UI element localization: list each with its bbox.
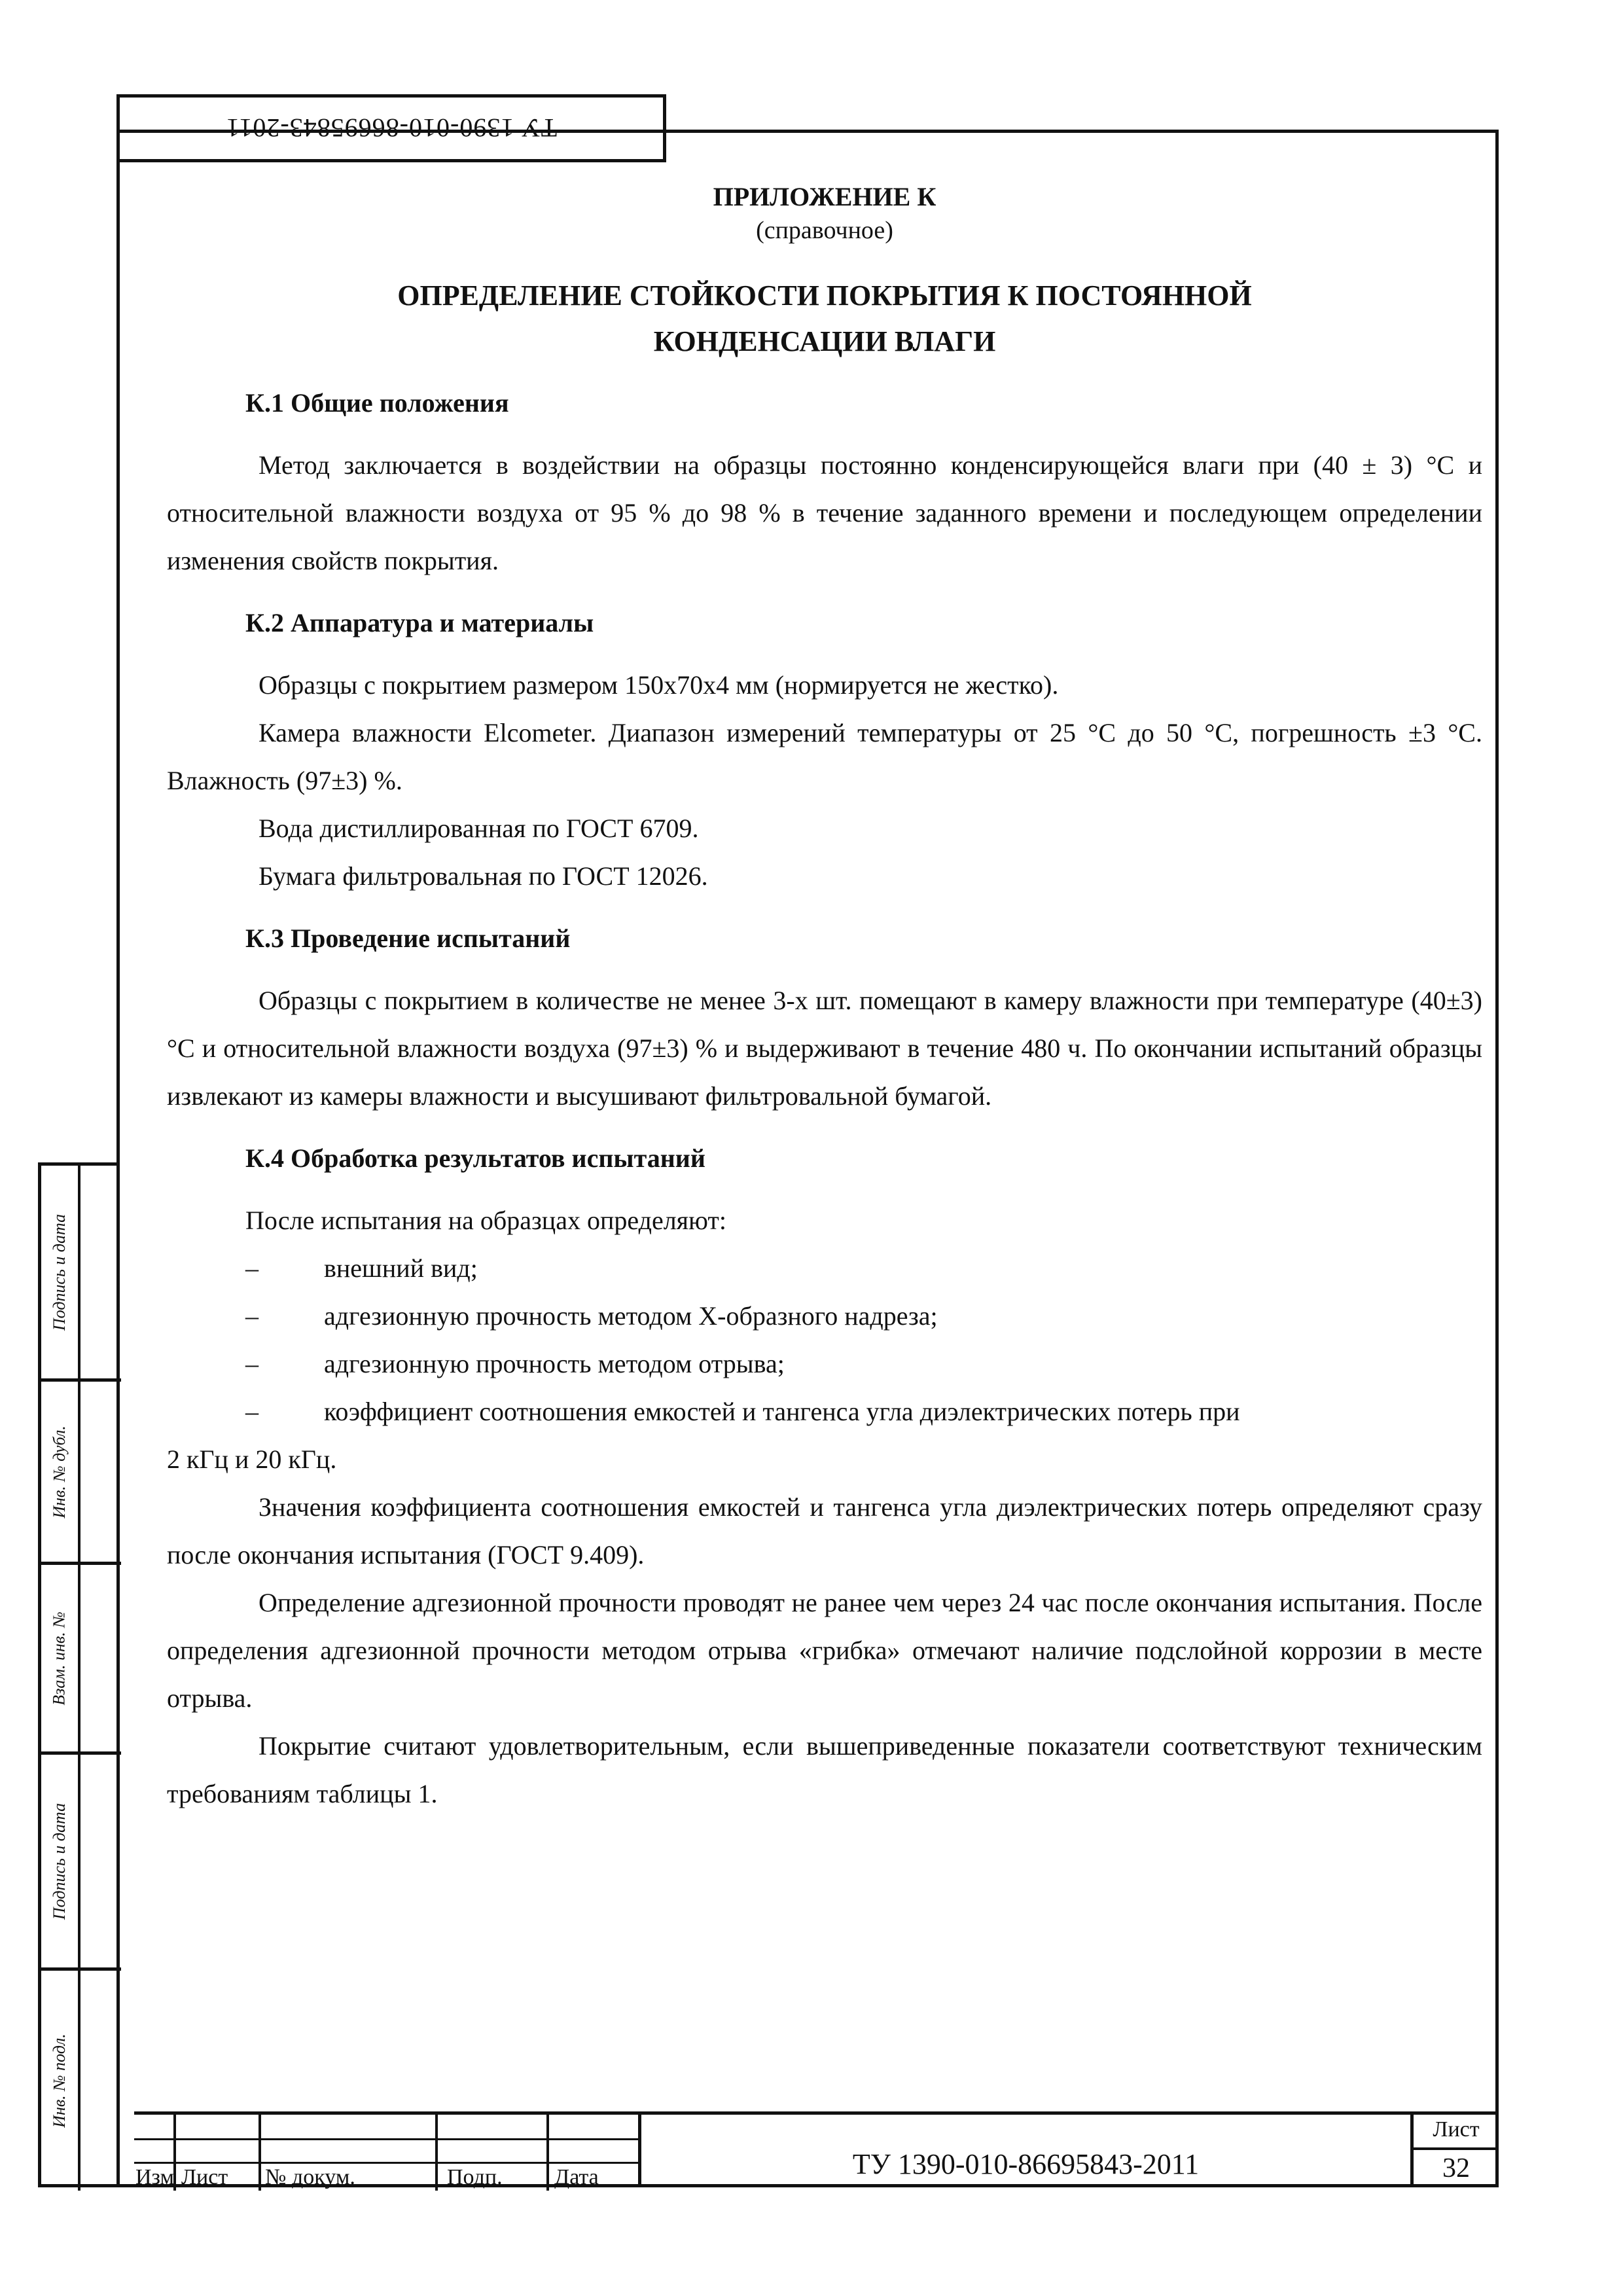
list-intro: После испытания на образцах определяют: [245, 1206, 726, 1235]
appendix-subtitle: (справочное) [756, 217, 893, 244]
document-code: ТУ 1390-010-86695843-2011 [638, 2111, 1410, 2187]
header-code: ТУ 1390-010-86695843-2011 [116, 94, 666, 162]
revision-grid [134, 2111, 638, 2187]
section-heading: К.2 Аппаратура и материалы [245, 608, 594, 637]
header-doc: № докум. [265, 2165, 355, 2189]
list-item: – адгезионную прочность методом отрыва; [245, 1349, 785, 1378]
sheet-number: 32 [1442, 2153, 1470, 2183]
side-cell: Подпись и дата [41, 1166, 121, 1382]
section-heading: К.3 Проведение испытаний [245, 924, 571, 953]
side-cell: Инв. № подл. [41, 1971, 121, 2191]
list-tail: 2 кГц и 20 кГц. [167, 1444, 337, 1474]
paragraph: Образцы с покрытием размером 150х70х4 мм (нормируется не жестко). [259, 670, 1059, 700]
list-item: – внешний вид; [245, 1253, 478, 1283]
main-title-line2: КОНДЕНСАЦИИ ВЛАГИ [653, 325, 996, 357]
list-item: – коэффициент соотношения емкостей и тангенса угла диэлектрических потерь при [245, 1397, 1240, 1426]
result-list [245, 1244, 1482, 1435]
appendix-title: ПРИЛОЖЕНИЕ К [713, 182, 936, 211]
paragraph: Метод заключается в воздействии на образцы постоянно конденсирующейся влаги при (40 ± 3) °С и относительной влажности воздуха от 95 % до 98 % в течение заданного времени и последующем определении изменения свойств покрытия. [167, 450, 1482, 575]
paragraph: Значения коэффициента соотношения емкостей и тангенса угла диэлектрических потерь определяют сразу после окончания испытания (ГОСТ 9.409). [167, 1492, 1482, 1570]
paragraph: Образцы с покрытием в количестве не менее 3-х шт. помещают в камеру влажности при температуре (40±3) °С и относительной влажности воздуха (97±3) % и выдерживают в течение 480 ч. По окончании испытаний образцы извлекают из камеры влажности и высушивают фильтровальной бумагой. [167, 986, 1482, 1111]
paragraph: Вода дистиллированная по ГОСТ 6709. [259, 814, 699, 843]
side-cell: Подпись и дата [41, 1755, 121, 1971]
side-cell: Инв. № дубл. [41, 1382, 121, 1565]
paragraph: Покрытие считают удовлетворительным, если вышеприведенные показатели соответствуют техническим требованиям таблицы 1. [167, 1731, 1482, 1808]
main-title-line1: ОПРЕДЕЛЕНИЕ СТОЙКОСТИ ПОКРЫТИЯ К ПОСТОЯННОЙ [397, 279, 1252, 312]
paragraph: Камера влажности Elcometer. Диапазон измерений температуры от 25 °С до 50 °С, погрешность ±3 °С. Влажность (97±3) %. [167, 718, 1482, 795]
side-cell: Взам. инв. № [41, 1565, 121, 1755]
header-date: Дата [554, 2165, 599, 2189]
header-izm: Изм [135, 2165, 175, 2189]
section-heading: К.1 Общие положения [245, 388, 509, 418]
binding-strip [38, 1162, 118, 2187]
sheet-label: Лист [1433, 2117, 1480, 2142]
sheet-box [1410, 2111, 1499, 2187]
paragraph: Определение адгезионной прочности проводят не ранее чем через 24 час после окончания испытания. После определения адгезионной прочности методом отрыва «грибка» отмечают наличие подслойной коррозии в месте отрыва. [167, 1588, 1482, 1713]
header-list: Лист [181, 2165, 228, 2189]
title-block [134, 2111, 1499, 2187]
header-sign: Подп. [447, 2165, 503, 2189]
paragraph: Бумага фильтровальная по ГОСТ 12026. [259, 861, 708, 891]
list-item: – адгезионную прочность методом Х-образного надреза; [245, 1301, 938, 1331]
document-body [167, 167, 1482, 1818]
section-heading: К.4 Обработка результатов испытаний [245, 1143, 705, 1173]
